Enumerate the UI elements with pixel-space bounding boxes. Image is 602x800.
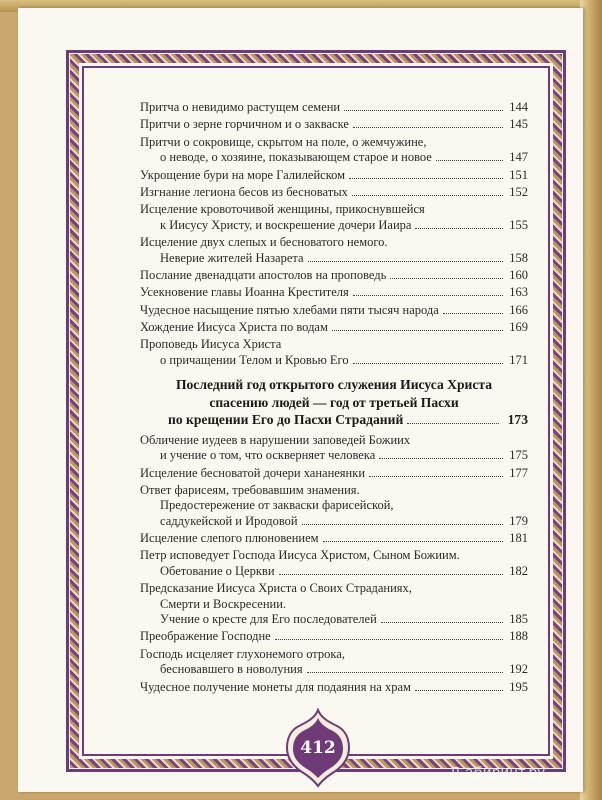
dot-leader [344,109,503,111]
dot-leader [369,475,503,477]
toc-page-number: 179 [509,513,528,528]
toc-page-number: 195 [509,679,528,694]
toc-line [140,251,528,266]
toc-entry-text: Предостережение от закваски фарисейской, [160,498,394,513]
toc-line [140,498,528,513]
toc-entry[interactable] [140,647,528,678]
toc-line [140,285,528,300]
toc-page-number: 169 [509,320,528,335]
toc-line [140,662,528,677]
toc-entry-text: Укрощение бури на море Галилейском [140,167,346,182]
toc-entry-text: саддукейской и Иродовой [160,513,298,528]
toc-page-number: 175 [509,448,528,463]
toc-line [140,531,528,546]
dot-leader [353,362,503,364]
dot-leader [415,227,503,229]
dot-leader [381,621,503,623]
toc-page-number: 182 [509,563,528,578]
toc-entry[interactable] [140,100,528,115]
toc-line [140,581,528,596]
toc-entry-text: Исцеление бесноватой дочери хананеянки [140,465,366,480]
dot-leader [323,540,503,542]
toc-entry-text: о причащении Телом и Кровью Его [160,352,349,367]
toc-line [140,514,528,529]
toc-entry-text: о неводе, о хозяине, показывающем старое и новое [160,150,432,165]
toc-line [140,433,528,448]
toc-entry[interactable] [140,531,528,546]
dot-leader [275,638,503,640]
toc-entry[interactable] [140,202,528,233]
dot-leader [443,312,503,314]
toc-page-number: 192 [509,662,528,677]
toc-entry-text: Исцеление слепого плюновением [140,531,319,546]
toc-entry-text: Усекновение главы Иоанна Крестителя [140,285,349,300]
toc-page-number: 188 [509,629,528,644]
toc-line [140,680,528,695]
toc-entry-text: Чудесное получение монеты для подаяния на храм [140,679,411,694]
toc-entry-text: Господь исцеляет глухонемого отрока, [140,646,345,661]
dot-leader [302,523,503,525]
toc-line [140,202,528,217]
toc-section-heading[interactable] [140,376,528,429]
toc-entry-text: Предсказание Иисуса Христа о Своих Страданиях, [140,581,412,596]
watermark: Л абиринт.ру [450,764,546,781]
toc-entry[interactable] [140,235,528,266]
toc-entry-text: Преображение Господне [140,629,271,644]
entry-spacer [140,368,528,370]
toc-line [140,597,528,612]
toc-line [140,337,528,352]
toc-entry[interactable] [140,117,528,132]
toc-line [140,100,528,115]
toc-line [140,168,528,183]
toc-page-number: 155 [509,217,528,232]
toc-entry[interactable] [140,629,528,644]
toc-line [140,117,528,132]
toc-entry-text: Исцеление кровоточивой женщины, прикоснувшейся [140,202,425,217]
toc-page-number: 158 [509,250,528,265]
page-number: 412 [300,738,336,758]
toc-line [140,218,528,233]
toc-line [140,466,528,481]
toc-entry-text: Чудесное насыщение пятью хлебами пяти тысяч народа [140,302,439,317]
toc-entry[interactable] [140,285,528,300]
dot-leader [307,671,503,673]
toc-entry-text: Петр исповедует Господа Иисуса Христом, Сыном Божиим. [140,548,460,563]
toc-line [140,564,528,579]
toc-line [140,303,528,318]
table-of-contents [140,100,528,697]
toc-entry-text: Притча о невидимо растущем семени [140,100,341,114]
toc-page-number: 147 [509,150,528,165]
toc-entry-text: Неверие жителей Назарета [160,250,304,265]
dot-leader [390,277,503,279]
toc-entry[interactable] [140,168,528,183]
toc-page-number: 171 [509,352,528,367]
dot-leader [353,294,503,296]
toc-entry[interactable] [140,548,528,579]
toc-entry-text: спасению людей — год от третьей Пасхи [209,394,459,410]
dot-leader [349,177,503,179]
toc-page-number: 144 [509,100,528,114]
toc-entry-text: Обетование о Церкви [160,563,275,578]
toc-entry[interactable] [140,466,528,481]
toc-entry-text: Смерти и Воскресении. [160,596,287,611]
toc-page-number: 151 [509,167,528,182]
book-page-edges [580,0,602,800]
toc-entry-text: Ответ фарисеям, требовавшим знамения. [140,482,360,497]
toc-line [140,483,528,498]
toc-entry-text: Притчи о сокровище, скрытом на поле, о жемчужине, [140,134,427,149]
toc-entry[interactable] [140,680,528,695]
toc-entry-text: по крещении Его до Пасхи Страданий [168,412,404,428]
toc-line [140,394,528,412]
toc-line [140,448,528,463]
toc-entry[interactable] [140,337,528,368]
toc-line [140,135,528,150]
toc-line [140,268,528,283]
toc-entry[interactable] [140,320,528,335]
dot-leader [436,159,503,161]
dot-leader [308,260,503,262]
toc-entry[interactable] [140,303,528,318]
toc-page-number: 185 [509,612,528,627]
book-page [18,8,583,792]
toc-entry[interactable] [140,135,528,166]
toc-entry-text: и учение о том, что оскверняет человека [160,448,376,463]
toc-entry[interactable] [140,483,528,529]
toc-line [140,548,528,563]
toc-line [140,150,528,165]
toc-line [140,647,528,662]
toc-page-number: 163 [509,285,528,300]
toc-page-number: 177 [509,465,528,480]
toc-page-number: 173 [507,412,528,428]
toc-entry-text: к Иисусу Христу, и воскрешение дочери Иаира [160,217,412,232]
toc-entry[interactable] [140,433,528,464]
dot-leader [279,573,503,575]
toc-page-number: 152 [509,184,528,199]
toc-line [140,629,528,644]
toc-line [140,376,528,394]
toc-entry-text: Притчи о зерне горчичном и о закваске [140,117,349,132]
toc-entry-text: Учение о кресте для Его последователей [160,612,377,627]
toc-line [140,411,528,429]
toc-entry[interactable] [140,185,528,200]
toc-line [140,612,528,627]
toc-entry-text: бесновавшего в новолуния [160,662,303,677]
toc-entry[interactable] [140,268,528,283]
toc-entry-text: Хождение Иисуса Христа по водам [140,320,328,335]
dot-leader [407,422,499,424]
toc-entry-text: Послание двенадцати апостолов на проповедь [140,267,387,282]
toc-page-number: 166 [509,302,528,317]
toc-page-number: 145 [509,117,528,132]
toc-page-number: 181 [509,531,528,546]
toc-line [140,185,528,200]
toc-entry-text: Обличение иудеев в нарушении заповедей Божиих [140,432,411,447]
toc-entry[interactable] [140,581,528,627]
toc-line [140,353,528,368]
dot-leader [353,126,503,128]
dot-leader [379,457,503,459]
toc-page-number: 160 [509,267,528,282]
toc-line [140,320,528,335]
toc-line [140,235,528,250]
toc-entry-text: Изгнание легиона бесов из бесноватых [140,184,348,199]
dot-leader [415,689,503,691]
toc-entry-text: Последний год открытого служения Иисуса Христа [175,377,493,393]
toc-entry-text: Исцеление двух слепых и бесноватого немого. [140,235,388,250]
dot-leader [332,329,503,331]
dot-leader [352,194,503,196]
toc-entry-text: Проповедь Иисуса Христа [140,337,282,352]
entry-spacer [140,695,528,697]
